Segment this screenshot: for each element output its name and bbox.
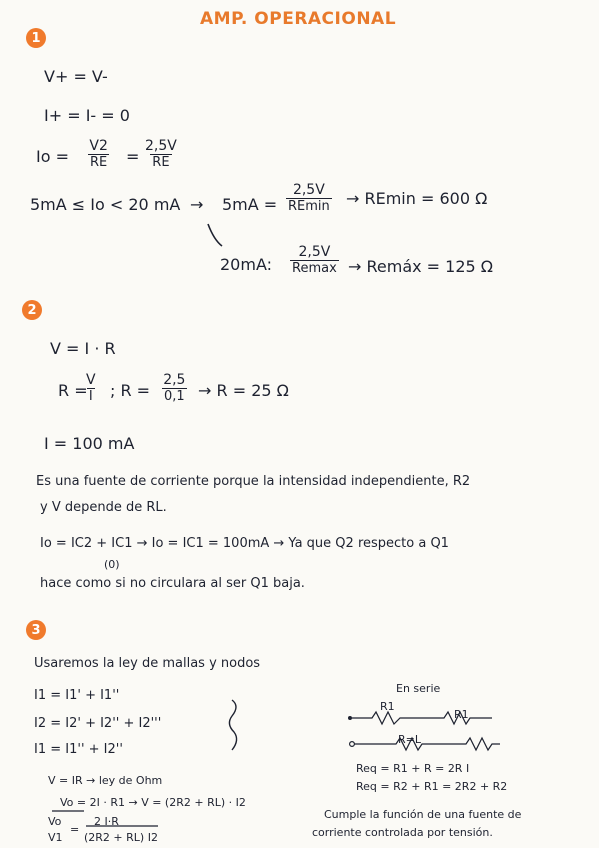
section-number: 2: [22, 300, 42, 320]
numerator: 2,5V: [145, 138, 177, 154]
page-title: AMP. OPERACIONAL: [200, 9, 397, 29]
annotation: (0): [104, 558, 120, 571]
denominator: (2R2 + RL) I2: [84, 831, 158, 844]
numerator: V: [86, 372, 96, 388]
text-line: En serie: [396, 682, 441, 695]
equation-line: I1 = I1'' + I2'': [34, 742, 123, 757]
text-line: Es una fuente de corriente porque la intensidad independiente, R2: [36, 474, 471, 489]
numerator: 2,5V: [292, 182, 325, 198]
equation-line: Req = R1 + R = 2R I: [356, 762, 470, 775]
equation-line: → R = 25 Ω: [198, 381, 289, 400]
text-line: y V depende de RL.: [40, 500, 167, 515]
text-line: Usaremos la ley de mallas y nodos: [34, 656, 261, 671]
equals-sign: =: [70, 823, 80, 836]
series-circuit-top: [352, 712, 492, 724]
equation-line: → Remáx = 125 Ω: [348, 257, 494, 276]
equation-line: → REmin = 600 Ω: [346, 189, 488, 208]
equation-line: R =: [58, 381, 88, 400]
equation-line: V+ = V-: [44, 67, 108, 86]
equation-line: I = 100 mA: [44, 434, 135, 453]
terminal-node: [350, 742, 355, 747]
denominator: 0,1: [164, 389, 185, 404]
denominator: Remax: [292, 261, 337, 276]
branch-arrow: [208, 224, 222, 246]
arrow: →: [190, 195, 204, 214]
terminal-node: [348, 716, 352, 720]
equals-sign: =: [126, 147, 140, 166]
denominator: REmin: [288, 199, 330, 214]
numerator: V2: [89, 138, 108, 154]
equation-line: V = I · R: [50, 339, 116, 358]
curly-brace: [229, 700, 236, 750]
section-number: 1: [26, 28, 46, 48]
equation-line: 20mA:: [220, 255, 272, 274]
resistor-label: R1: [454, 708, 469, 721]
numerator: 2 I·R: [94, 815, 119, 828]
numerator: 2,5: [163, 372, 186, 388]
section-number: 3: [26, 620, 46, 640]
resistor-label: R1: [380, 700, 395, 713]
numerator: Vo: [48, 815, 62, 828]
equation-line: Vo = 2I · R1 → V = (2R2 + RL) · I2: [60, 796, 246, 809]
denominator: RE: [152, 155, 170, 170]
text-line: Io = IC2 + IC1 → Io = IC1 = 100mA → Ya que Q2 respecto a Q1: [40, 536, 449, 551]
equation-line: 5mA ≤ Io < 20 mA: [30, 195, 181, 214]
equation-line: Req = R2 + R1 = 2R2 + R2: [356, 780, 508, 793]
equation-line: ; R =: [110, 381, 151, 400]
text-line: Cumple la función de una fuente de: [324, 808, 522, 821]
series-circuit-bottom: [354, 738, 500, 750]
denominator: V1: [48, 831, 63, 844]
equation-line: I+ = I- = 0: [44, 106, 130, 125]
numerator: 2,5V: [298, 244, 331, 260]
resistor-label: R=L: [398, 733, 421, 746]
text-line: corriente controlada por tensión.: [312, 826, 493, 839]
equation-line: I1 = I1' + I1'': [34, 688, 120, 703]
text-line: hace como si no circulara al ser Q1 baja.: [40, 576, 305, 591]
equation-line: I2 = I2' + I2'' + I2''': [34, 716, 162, 731]
denominator: RE: [90, 155, 108, 170]
equation-line: 5mA =: [222, 195, 278, 214]
text-line: V = IR → ley de Ohm: [48, 774, 163, 787]
denominator: I: [88, 389, 93, 404]
equation-line: Io =: [36, 147, 69, 166]
